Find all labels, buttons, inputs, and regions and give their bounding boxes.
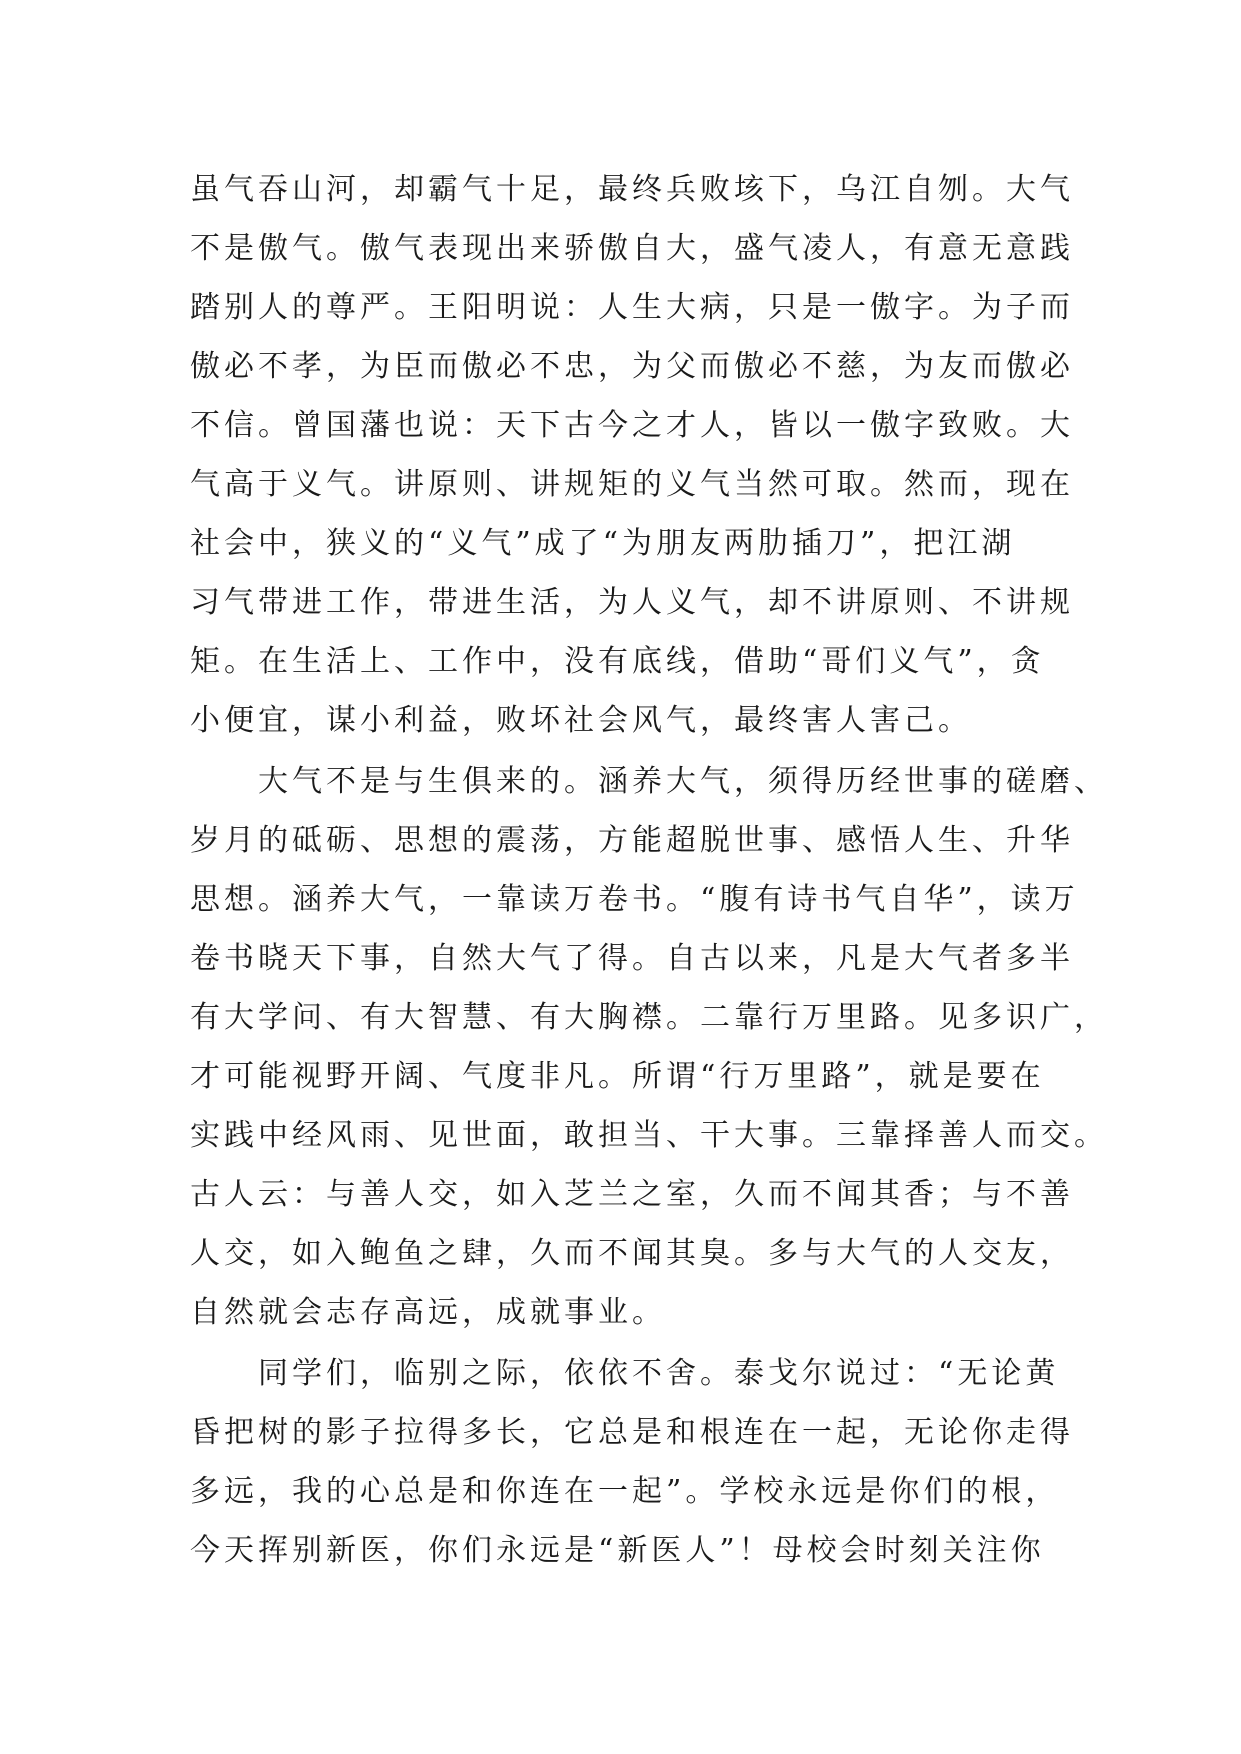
text-line: 多远，我的心总是和你连在一起”。学校永远是你们的根， — [190, 1474, 1060, 1509]
paragraph-3 — [190, 1344, 1074, 1580]
text-line: 才可能视野开阔、气度非凡。所谓“行万里路”，就是要在 — [190, 1059, 1045, 1094]
text-line: 有大学问、有大智慧、有大胸襟。二靠行万里路。见多识广， — [190, 1000, 1108, 1035]
document-page — [190, 160, 1108, 1580]
text-line: 不信。曾国藩也说：天下古今之才人，皆以一傲字致败。大 — [190, 408, 1074, 443]
text-line: 人交，如入鲍鱼之肆，久而不闻其臭。多与大气的人交友， — [190, 1236, 1074, 1271]
paragraph-2 — [190, 752, 1108, 1342]
text-line: 同学们，临别之际，依依不舍。泰戈尔说过：“无论黄 — [190, 1356, 1060, 1391]
text-line: 岁月的砥砺、思想的震荡，方能超脱世事、感悟人生、升华 — [190, 823, 1074, 858]
paragraph-1 — [190, 160, 1074, 750]
text-line: 矩。在生活上、工作中，没有底线，借助“哥们义气”，贪 — [190, 644, 1045, 679]
text-line: 大气不是与生俱来的。涵养大气，须得历经世事的磋磨、 — [190, 764, 1108, 799]
text-line: 思想。涵养大气，一靠读万卷书。“腹有诗书气自华”，读万 — [190, 882, 1079, 917]
text-line: 傲必不孝，为臣而傲必不忠，为父而傲必不慈，为友而傲必 — [190, 349, 1074, 384]
text-line: 习气带进工作，带进生活，为人义气，却不讲原则、不讲规 — [190, 585, 1074, 620]
text-line: 卷书晓天下事，自然大气了得。自古以来，凡是大气者多半 — [190, 941, 1074, 976]
text-line: 虽气吞山河，却霸气十足，最终兵败垓下，乌江自刎。大气 — [190, 172, 1074, 207]
text-line: 今天挥别新医，你们永远是“新医人”！母校会时刻关注你 — [190, 1533, 1045, 1568]
text-line: 气高于义气。讲原则、讲规矩的义气当然可取。然而，现在 — [190, 467, 1074, 502]
text-line: 实践中经风雨、见世面，敢担当、干大事。三靠择善人而交。 — [190, 1118, 1108, 1153]
text-line: 古人云：与善人交，如入芝兰之室，久而不闻其香；与不善 — [190, 1177, 1074, 1212]
text-line: 不是傲气。傲气表现出来骄傲自大，盛气凌人，有意无意践 — [190, 231, 1074, 266]
text-line: 自然就会志存高远，成就事业。 — [190, 1295, 666, 1330]
text-line: 社会中，狭义的“义气”成了“为朋友两肋插刀”，把江湖 — [190, 526, 1016, 561]
text-line: 踏别人的尊严。王阳明说：人生大病，只是一傲字。为子而 — [190, 290, 1074, 325]
text-line: 小便宜，谋小利益，败坏社会风气，最终害人害己。 — [190, 703, 972, 738]
text-line: 昏把树的影子拉得多长，它总是和根连在一起，无论你走得 — [190, 1415, 1074, 1450]
